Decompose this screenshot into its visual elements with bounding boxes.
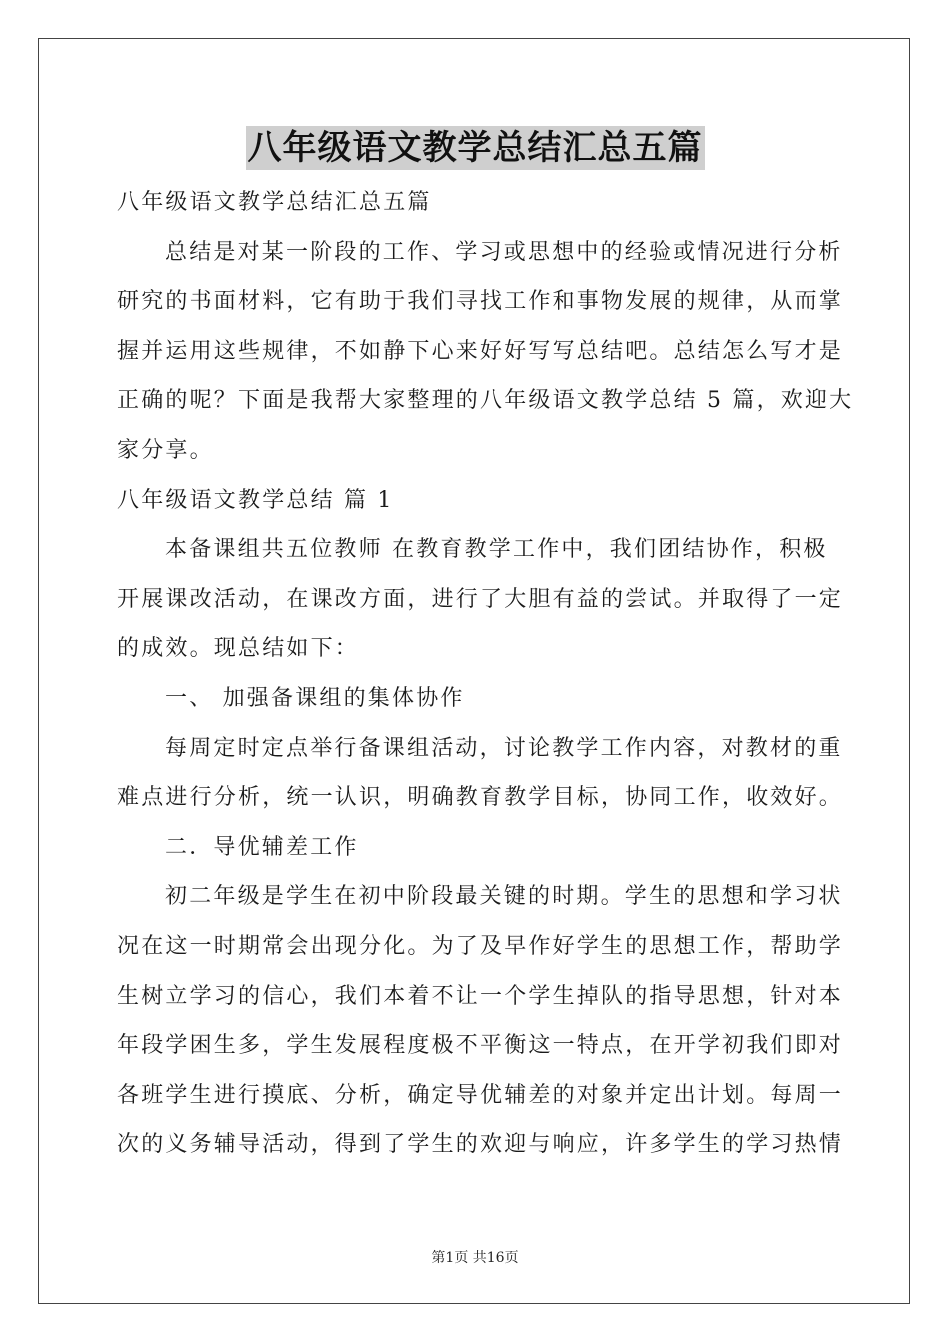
paragraph-line: 难点进行分析，统一认识，明确教育教学目标，协同工作，收效好。 bbox=[117, 785, 844, 811]
paragraph-line: 一、 加强备课组的集体协作 bbox=[165, 685, 465, 711]
document-subtitle: 八年级语文教学总结汇总五篇 bbox=[117, 190, 432, 215]
paragraph-line: 次的义务辅导活动，得到了学生的欢迎与响应，许多学生的学习热情 bbox=[117, 1132, 844, 1158]
paragraph-line: 家分享。 bbox=[117, 437, 214, 463]
paragraph-line: 本备课组共五位教师 在教育教学工作中，我们团结协作，积极 bbox=[165, 537, 828, 563]
paragraph-line: 的成效。现总结如下： bbox=[117, 636, 360, 662]
paragraph-line: 年段学困生多，学生发展程度极不平衡这一特点，在开学初我们即对 bbox=[117, 1033, 844, 1059]
paragraph-line: 各班学生进行摸底、分析，确定导优辅差的对象并定出计划。每周一 bbox=[117, 1082, 844, 1108]
document-body bbox=[117, 178, 854, 1170]
document-title: 八年级语文教学总结汇总五篇 bbox=[247, 128, 703, 168]
title-container bbox=[0, 126, 950, 170]
paragraph-line: 总结是对某一阶段的工作、学习或思想中的经验或情况进行分析 bbox=[165, 239, 843, 265]
paragraph-line: 况在这一时期常会出现分化。为了及早作好学生的思想工作，帮助学 bbox=[117, 933, 844, 959]
paragraph-line: 正确的呢？下面是我帮大家整理的八年级语文教学总结 5 篇，欢迎大 bbox=[117, 388, 854, 414]
paragraph-line: 握并运用这些规律，不如静下心来好好写写总结吧。总结怎么写才是 bbox=[117, 338, 844, 364]
paragraph-line: 八年级语文教学总结 篇 1 bbox=[117, 487, 394, 513]
page-footer: 第1页 共16页 bbox=[431, 1250, 519, 1266]
paragraph-line: 生树立学习的信心，我们本着不让一个学生掉队的指导思想，针对本 bbox=[117, 983, 844, 1009]
paragraph-line: 初二年级是学生在初中阶段最关键的时期。学生的思想和学习状 bbox=[165, 884, 843, 910]
paragraph-line: 研究的书面材料，它有助于我们寻找工作和事物发展的规律，从而掌 bbox=[117, 289, 844, 315]
paragraph-line: 每周定时定点举行备课组活动，讨论教学工作内容，对教材的重 bbox=[165, 735, 843, 761]
paragraph-line: 二．导优辅差工作 bbox=[165, 834, 359, 860]
paragraph-line: 开展课改活动，在课改方面，进行了大胆有益的尝试。并取得了一定 bbox=[117, 586, 844, 612]
